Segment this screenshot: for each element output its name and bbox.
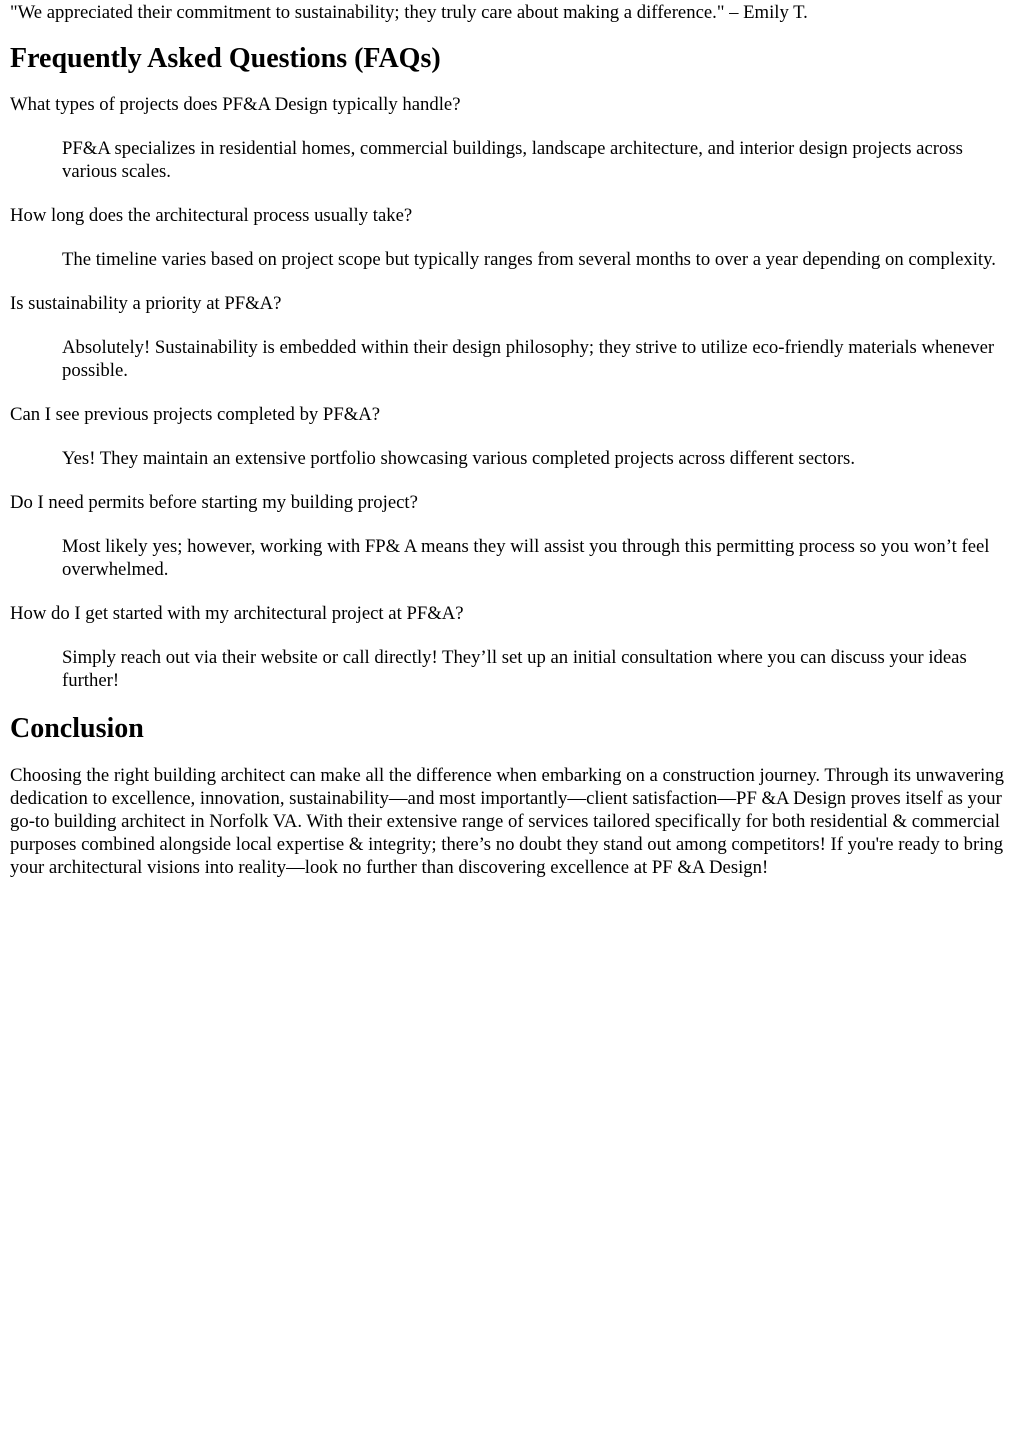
conclusion-paragraph: Choosing the right building architect can make all the difference when embarking on a construction journey. Through its unwavering dedication to excellence, innovation, sustainability—and most importantly—client satisfaction—PF &A Design proves itself as your go-to building architect in Norfolk VA. With their extensive range of services tailored specifically for both residential & commercial purposes combined alongside local expertise & integrity; there’s no doubt they stand out among competitors! If you're ready to bring your architectural visions into reality—look no further than discovering excellence at PF &A Design! bbox=[10, 765, 1004, 878]
faq-question: How long does the architectural process usually take? bbox=[10, 205, 413, 226]
faq-list bbox=[10, 93, 1014, 692]
faq-heading: Frequently Asked Questions (FAQs) bbox=[10, 43, 441, 74]
faq-answer: Simply reach out via their website or call directly! They’ll set up an initial consultation where you can discuss your ideas further! bbox=[62, 647, 967, 691]
testimonial-quote: "We appreciated their commitment to sustainability; they truly care about making a difference." – Emily T. bbox=[10, 2, 808, 23]
faq-question: Is sustainability a priority at PF&A? bbox=[10, 293, 282, 314]
faq-question: Can I see previous projects completed by PF&A? bbox=[10, 404, 381, 425]
faq-answer: Most likely yes; however, working with FP& A means they will assist you through this permitting process so you won’t feel overwhelmed. bbox=[62, 536, 990, 580]
faq-question: Do I need permits before starting my building project? bbox=[10, 492, 418, 513]
faq-answer: Yes! They maintain an extensive portfolio showcasing various completed projects across different sectors. bbox=[62, 448, 855, 469]
faq-answer: Absolutely! Sustainability is embedded within their design philosophy; they strive to utilize eco-friendly materials whenever possible. bbox=[62, 337, 995, 381]
faq-answer: PF&A specializes in residential homes, commercial buildings, landscape architecture, and interior design projects across various scales. bbox=[62, 138, 963, 182]
faq-question: What types of projects does PF&A Design typically handle? bbox=[10, 94, 461, 115]
conclusion-heading: Conclusion bbox=[10, 713, 144, 744]
faq-answer: The timeline varies based on project scope but typically ranges from several months to over a year depending on complexity. bbox=[62, 249, 996, 270]
faq-question: How do I get started with my architectural project at PF&A? bbox=[10, 603, 464, 624]
